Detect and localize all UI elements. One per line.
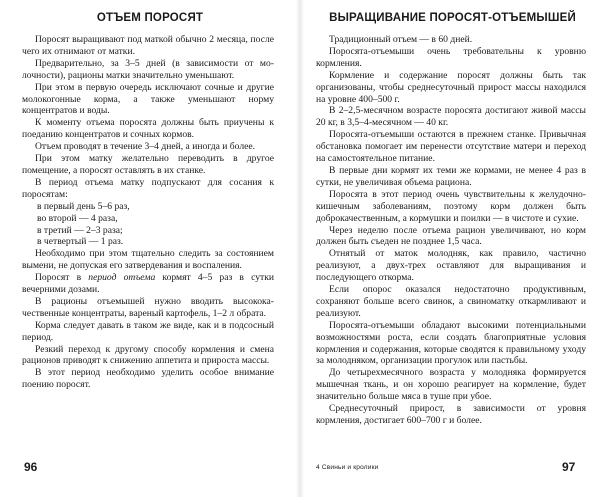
left-page-title: ОТЪЕМ ПОРОСЯТ — [96, 12, 204, 24]
list-item: в первый день 5–6 раз, — [37, 200, 130, 212]
paragraph: До четырехмесячного возраста у молодняка формируется мышечная ткань, и он хорошо реагирует на кормление, будет значительно больше мяса в туше при убое. — [316, 367, 586, 403]
paragraph: Традиционный отъем — в 60 дней. — [329, 34, 473, 45]
paragraph-feeding — [22, 272, 274, 296]
right-page — [300, 0, 600, 497]
right-page-title: ВЫРАЩИВАНИЕ ПОРОСЯТ-ОТЪЕМЫШЕЙ — [329, 12, 576, 24]
paragraph: Через неделю после отъема рацион увеличивают, но корм должен быть съеден не позднее 1,5 часа. — [316, 224, 586, 248]
paragraph: Поросят выращивают под маткой обычно 2 месяца, после чего их отнимают от матки. — [22, 34, 274, 57]
list-item: в третий — 2–3 раза; — [37, 224, 123, 236]
feeding-text-before: Поросят в — [35, 272, 89, 284]
paragraph: Если опорос оказался недостаточно продуктивным, сохраняют больше всего свинок, а свиноматку откармливают и реализуют. — [316, 284, 586, 319]
paragraph: К моменту отъема поросята должны быть приучены к поеданию концентратов и сочных кормов. — [22, 117, 274, 141]
paragraph: Корма следует давать в таком же виде, как и в подсосный период. — [22, 319, 274, 343]
paragraph: При этом матку желательно переводить в другое помещение, а поросят оставлять в их станке. — [22, 153, 274, 176]
feeding-emphasis: период отъема — [88, 272, 156, 284]
running-footer: 4 Свиньи и кролики — [316, 464, 379, 471]
paragraph: В первые дни кормят их теми же кормами, не менее 4 раз в сутки, не увеличивая объема рациона. — [316, 164, 586, 188]
list-item: во второй — 4 раза, — [37, 212, 118, 224]
feeding-text-after: кормят 4–5 раз в сутки вечерними дозами. — [22, 272, 275, 296]
paragraph: Отнятый от маток молодняк, как правило, частично реализуют, а двух-трех оставляют для выращивания и последующего откорма. — [316, 248, 586, 284]
list-item: в четвертый — 1 раз. — [37, 236, 124, 248]
paragraph: Среднесуточный прирост, в зависимости от уровня кормления, достигает 600–700 г и более. — [316, 403, 586, 426]
page-number-right: 97 — [562, 460, 576, 474]
paragraph: Поросята-отъемыши очень требовательны к уровню кормления. — [316, 45, 586, 69]
paragraph: Поросята-отъемыши обладают высокими потенциальными возможностями роста, если создать благоприятные условия кормления и содержания, которые сводятся к правильному уходу за молодняком, организации прогулок или пастьбы. — [316, 319, 586, 367]
paragraph: В рационы отъемышей нужно вводить высококачественные концентраты, вареный картофель, 1–2 л обрата. — [22, 295, 274, 319]
paragraph: Отъем проводят в течение 3–4 дней, а иногда и более. — [35, 141, 256, 153]
paragraph: При этом в первую очередь исключают сочные и другие молокогонные корма, а также уменьшают норму концентратов и воды. — [22, 81, 274, 117]
paragraph: Поросята-отъемыши остаются в прежнем станке. Привычная обстановка помогает им перенести отсутствие матери и переход на самостоятельное питание. — [316, 129, 586, 165]
paragraph: Резкий переход к другому способу кормления и смена рационов приводят к снижению аппетита и прироста массы. — [22, 343, 274, 367]
left-page-body — [22, 34, 274, 391]
paragraph: В этот период необходимо уделить особое внимание поению поросят. — [22, 367, 274, 391]
paragraph: Необходимо при этом тщательно следить за состоянием вымени, не допуская его затвердевания и воспаления. — [22, 248, 274, 272]
paragraph: Кормление и содержание поросят должны быть так организованы, чтобы среднесуточный прирост массы находился на уровне 400–500 г. — [316, 69, 586, 105]
paragraph: Предварительно, за 3–5 дней (в зависимости от молочности), рационы матки значительно уменьшают. — [22, 57, 274, 81]
paragraph: Поросята в этот период очень чувствительны к желудочно-кишечным заболеваниям, поэтому корм должен быть доброкачественным, а кормушки и поилки — в чистоте и сухие. — [316, 188, 586, 224]
paragraph: В период отъема матку подпускают для сосания к поросятам: — [22, 176, 274, 200]
page-number-left: 96 — [24, 460, 38, 474]
paragraph: В 2–2,5-месячном возрасте поросята достигают живой массы 20 кг, в 3,5–4-месячном — 40 кг. — [316, 105, 586, 129]
right-page-body — [316, 34, 586, 427]
